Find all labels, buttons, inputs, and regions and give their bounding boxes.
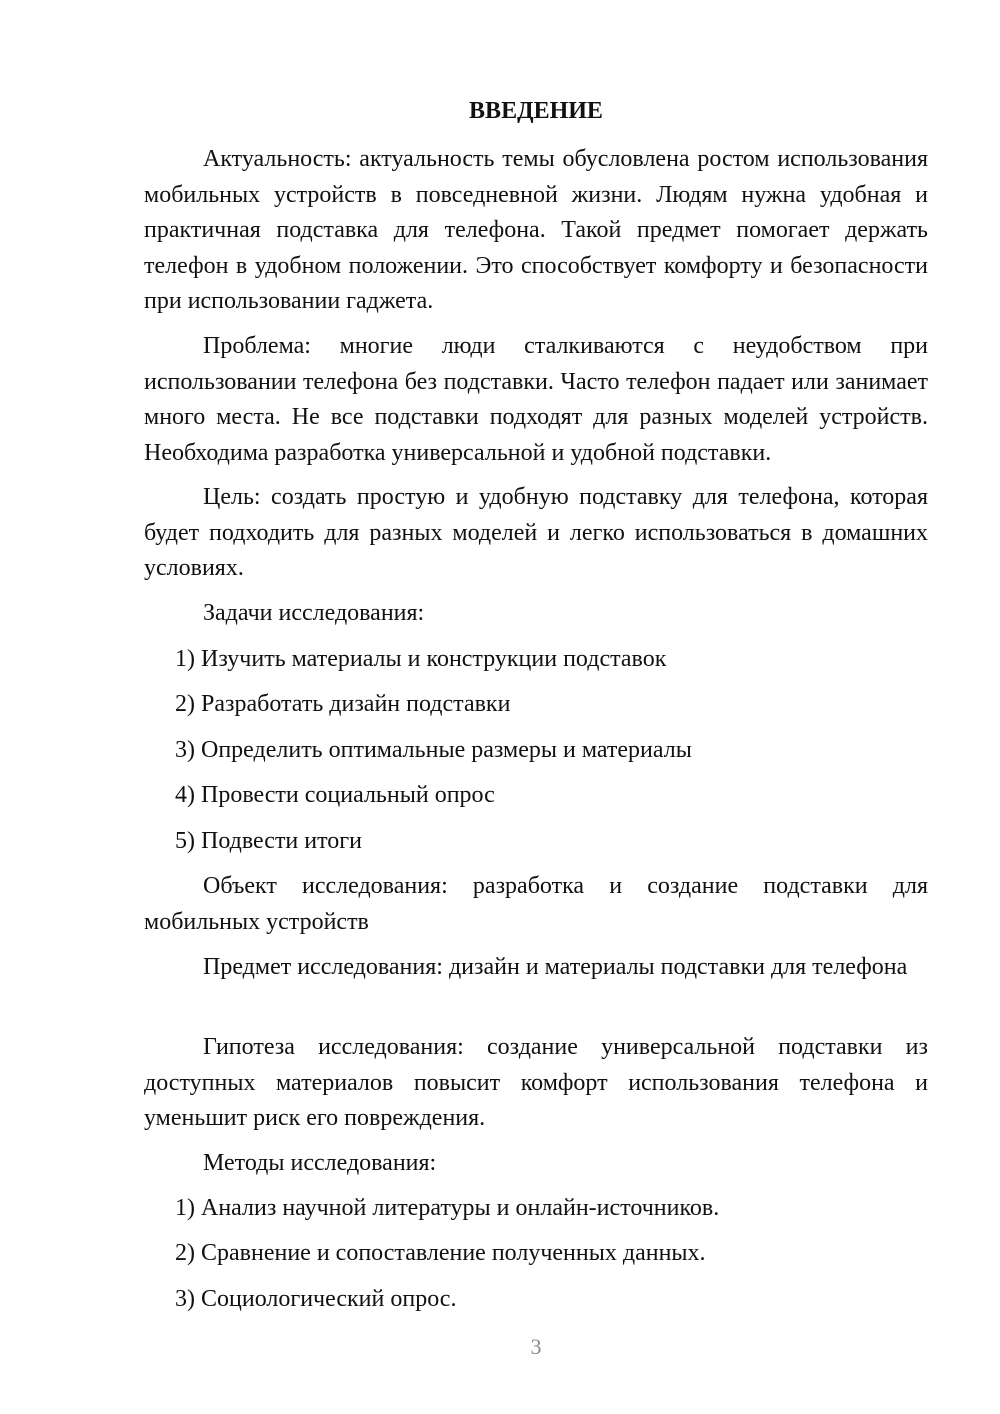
- subject-paragraph: Предмет исследования: дизайн и материалы подставки для телефона: [203, 954, 908, 980]
- page-number: 3: [530, 1334, 542, 1359]
- problem-paragraph: Проблема: многие люди сталкиваются с неудобством при использовании телефона без подставки. Часто телефон падает или занимает много места. Не все подставки подходят для разных моделей устройств. Необходима разработка универсальной и удобной подставки.: [144, 333, 928, 466]
- task-item: 2) Разработать дизайн подставки: [175, 691, 511, 717]
- method-item: 3) Социологический опрос.: [175, 1286, 457, 1312]
- relevance-paragraph: Актуальность: актуальность темы обусловлена ростом использования мобильных устройств в повседневной жизни. Людям нужна удобная и практичная подставка для телефона. Такой предмет помогает держать телефон в удобном положении. Это способствует комфорту и безопасности при использовании гаджета.: [144, 146, 928, 314]
- section-title: ВВЕДЕНИЕ: [469, 98, 603, 124]
- methods-heading: Методы исследования:: [203, 1150, 437, 1176]
- object-paragraph: Объект исследования: разработка и создание подставки для мобильных устройств: [144, 873, 928, 935]
- method-item: 2) Сравнение и сопоставление полученных данных.: [175, 1240, 706, 1266]
- task-item: 1) Изучить материалы и конструкции подставок: [175, 646, 667, 672]
- task-item: 3) Определить оптимальные размеры и материалы: [175, 737, 692, 763]
- goal-paragraph: Цель: создать простую и удобную подставку для телефона, которая будет подходить для разных моделей и легко использоваться в домашних условиях.: [144, 484, 928, 581]
- task-item: 4) Провести социальный опрос: [175, 782, 495, 808]
- hypothesis-paragraph: Гипотеза исследования: создание универсальной подставки из доступных материалов повысит комфорт использования телефона и уменьшит риск его повреждения.: [144, 1034, 928, 1131]
- tasks-heading: Задачи исследования:: [203, 600, 425, 626]
- method-item: 1) Анализ научной литературы и онлайн-источников.: [175, 1195, 720, 1221]
- task-item: 5) Подвести итоги: [175, 828, 362, 854]
